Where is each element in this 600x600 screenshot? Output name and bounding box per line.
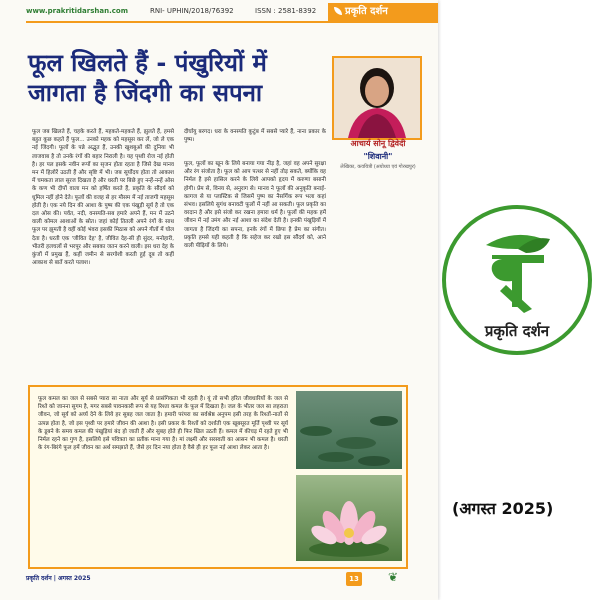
logo-label: प्रकृति दर्शन xyxy=(484,322,550,340)
masthead-title: प्रकृति दर्शन xyxy=(345,6,388,17)
article-column-3 xyxy=(184,160,326,385)
lotus-flower-image xyxy=(296,475,402,561)
masthead-badge xyxy=(328,3,438,21)
author-nickname: "शिवानी" xyxy=(363,152,393,161)
page-number: 13 xyxy=(346,572,362,586)
page-footer xyxy=(26,572,438,586)
issue-date: (अगस्त 2025) xyxy=(452,499,554,518)
issn-number: ISSN : 2581-8392 xyxy=(255,7,317,15)
column-2-text: दीर्घायु बरगद। धरा के वनस्पति कुटुंब में सबसे प्यारे हैं, नाना प्रकार के पुष्प। xyxy=(184,129,326,144)
article-column-2 xyxy=(184,128,326,158)
author-photo xyxy=(332,56,422,140)
leaf-icon xyxy=(334,7,342,15)
header-divider xyxy=(26,21,438,23)
website-url: www.prakritidarshan.com xyxy=(26,7,129,15)
article-column-1 xyxy=(32,128,174,383)
article-title: फूल खिलते हैं - पंखुरियों में जागता है जिंदगी का सपना xyxy=(28,49,267,107)
author-role: लेखिका, कवयित्री (अयोध्या एवं गोरखपुर) xyxy=(340,164,416,170)
brand-logo xyxy=(442,205,592,355)
author-block xyxy=(330,138,426,171)
author-name: आचार्य सोनू द्विवेदी xyxy=(350,139,406,148)
footer-issue: प्रकृति दर्शन | अगस्त 2025 xyxy=(26,575,91,582)
column-3-text: फूल, फूलों का खून के लिये बनाया गया नीड़ है, जहां वह अपने सुरक्षा और रंग संजोता है। फूल को आप पत्थर से नहीं तोड़ सकते, क्योंकि वह निर्मल है इसे हासिल करने के लिये आपको हृदय में करुणा बसानी होगी। प्रेम से, विनय से, अनुराग से। मानव ने फूलों की अनुकृति बनाई-कागज से या प्लास्टिक से जिसमें पुष्प का नैसर्गिक रूप भला कहां संभव। इसलिये सुगंध बनावटी फूलों में नहीं आ सकती। फूल प्रकृति का वरदान है और इसे संजो कर रखना हमारा धर्म है। फूलों की महक हमें जीवन में नई उमंग और नई आशा का संदेश देती है। इनकी पंखुड़ियों में जागता है जिंदगी का सपना, इनके रंगों में छिपा है प्रेम का संगीत। प्रकृति हमसे यही कहती है कि सहेज कर रखो इस सौंदर्य को, आने वाली पीढ़ियों के लिये। xyxy=(184,161,326,250)
lotus-box-text: फूल कमल का जल से सबसे प्यारा सा नाता और सूर्य से प्रासंगिकता भी रहती है। यूं तो सभी हरित जीवधारियों के जल से रिश्ते को जानना सुगम है, मगर सबसे पावनकारी रूप से यह रिश्ता कमल के फूल में दिखता है। जल के भीतर जल सा लहराता जीवन, जो सूर्य को अर्घ्य देने के लिये हर सुबह जल जाता है। हमारी परंपरा का सर्वश्रेष्ठ अनुपम इसी तरह के रिश्तों-नातों से उत्पन्न होता है, जो इस पृथ्वी पर हमारे जीवन की आशा है। इसी प्रकार के रिश्तों को दर्शाती एक खूबसूरत मूर्ति पृथ्वी पर सूर्य के डूबने के समय कमल की पंखुड़ियां बंद हो जाती हैं और सुबह होते ही फिर खिल उठती हैं। कमल में कीचड़ में रहते हुए भी निर्मल रहने का गुण है, इसलिये इसे पवित्रता का प्रतीक माना गया है। मां लक्ष्मी और सरस्वती का आसन भी कमल है। धरती के रंग-बिरंगे फूल हमें जीवन का अर्थ समझाते हैं, जैसे हर दिन नया होता है वैसे ही हर फूल नई आशा लेकर आता है। xyxy=(38,396,288,452)
lotus-pond-image xyxy=(296,391,402,469)
lotus-sidebar-box xyxy=(28,385,408,569)
column-1-text: फूल जब खिलते हैं, चहके करते हैं, महकते-महकते हैं, झुलते हैं, हमसे बहुत कुछ कहते हैं फूल... उनको महक को महसूस कर लें, जो ले एक नई जिंदगी। फूलों के पन्ने अद्भुत हैं, उनकी खुशबुओं की दुनिया भी लाजवाब है तो उनके रंगों की बहार निराली है। यह पृथ्वी रोज नई होती है। हर पल इसके नवीन रूपों का सृजन होता रहता है जिसे देख मानव मन में हिलोरें उठती हैं और सृष्टि में भी। जब सूर्योदय होता तो आकाश में चमकता लाल सूरज दिखता है और धरती पर बिछे हुए नन्हें-नन्हें ओस के कण भी दीपों वाला मन को हर्षित करते हैं, प्रकृति के सौंदर्य को धूमिल नहीं होने देते। फूलों की वजह से हर मौसम में नई ताजगी महसूस होती है। एक नये दिन की आशा के पुष्प की एक पंखुड़ी सूर्य है तो एक दल ओस की। पर्वत, नदी, वनस्पति-सब हमारे अपने हैं, मन में उठने वाली कोमल आशाओं के स्रोत। जहां कोई तितली अपने रंगों के साथ फूल पर झूमती है वहीं कोई भंवरा इसकी मिठास को अपने गीतों में घोल देता है। धरती एक 'जीवित देह' है, जीवित देह-सी ही सुंदर, मनोहारी, भीतरी हलचलों से भरपूर और सबका जतन करने वाली। इस धरा देह के कुंजों में प्रमुख हैं, कहीं जमीन से सरगोशी करती हुई दूब तो कहीं आकाश से बातें करते पलाश। xyxy=(32,129,174,267)
page-header xyxy=(0,0,438,22)
rni-number: RNI- UPHIN/2018/76392 xyxy=(150,7,234,15)
sprout-icon: ❦ xyxy=(388,570,399,584)
